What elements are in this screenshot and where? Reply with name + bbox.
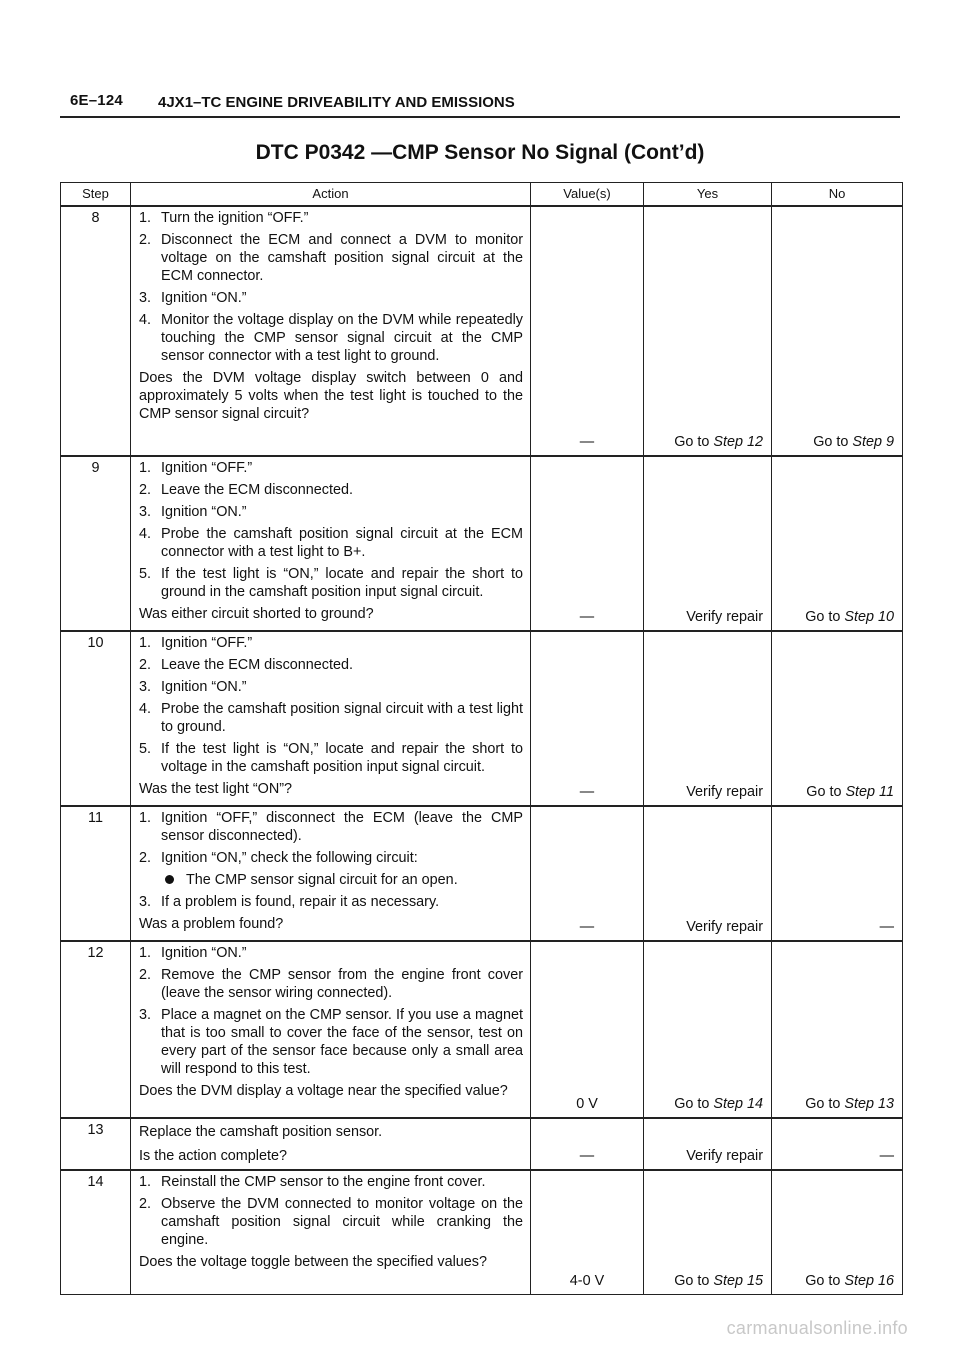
header-divider: [60, 116, 900, 118]
no-cell: [772, 456, 903, 631]
page-number: 6E–124: [70, 92, 123, 109]
item-number: 3.: [139, 679, 152, 695]
action-cell: [131, 1170, 531, 1294]
action-item: [139, 678, 523, 696]
question-text: Does the DVM display a voltage near the specified value?: [139, 1083, 508, 1099]
action-item: [139, 849, 523, 867]
table-row: [61, 941, 903, 1118]
question-text: Is the action complete?: [139, 1148, 287, 1164]
action-cell: [131, 941, 531, 1118]
step-reference: Step 16: [844, 1272, 894, 1289]
action-item: [139, 944, 523, 962]
action-item: [139, 966, 523, 1002]
bullet-text: The CMP sensor signal circuit for an open.: [186, 872, 458, 888]
action-item: [139, 700, 523, 736]
value-cell: 0 V: [531, 941, 644, 1118]
question-text: Was a problem found?: [139, 916, 284, 932]
go-to-label: Go to: [674, 1096, 714, 1112]
item-text: Ignition “ON,” check the following circuit:: [161, 850, 418, 866]
yes-cell: Verify repair: [644, 456, 772, 631]
item-text: Probe the camshaft position signal circuit at the ECM connector with a test light to B+.: [161, 526, 523, 560]
item-text: If a problem is found, repair it as necessary.: [161, 894, 440, 910]
item-text: Place a magnet on the CMP sensor. If you use a magnet that is too small to cover the face of the sensor, test on every part of the sensor face because only a small area will respond to this test.: [161, 1007, 523, 1077]
action-item: [139, 503, 523, 521]
item-number: 3.: [139, 504, 152, 520]
item-number: 3.: [139, 894, 152, 910]
value-cell: —: [531, 456, 644, 631]
yes-cell: [644, 941, 772, 1118]
item-number: 2.: [139, 850, 152, 866]
go-to-label: Go to: [805, 1272, 845, 1289]
question-text: Was either circuit shorted to ground?: [139, 606, 374, 622]
table-row: [61, 631, 903, 806]
item-number: 2.: [139, 657, 152, 673]
action-item: [139, 459, 523, 477]
step-number: 12: [61, 941, 131, 1118]
step-number: 8: [61, 206, 131, 456]
bullet-item: [161, 871, 523, 889]
item-number: 4.: [139, 312, 152, 328]
action-item: [139, 634, 523, 652]
action-item: [139, 1195, 523, 1249]
action-item: [139, 1173, 523, 1191]
bullet-dot-icon: [165, 875, 174, 884]
question-text: Does the DVM voltage display switch between 0 and approximately 5 volts when the test light is touched to the CMP sensor signal circuit?: [139, 370, 523, 422]
column-header-values: Value(s): [531, 183, 644, 207]
action-line: Replace the camshaft position sensor.: [139, 1124, 383, 1140]
step-reference: Step 13: [844, 1096, 894, 1112]
item-number: 4.: [139, 526, 152, 542]
step-number: 9: [61, 456, 131, 631]
item-text: Remove the CMP sensor from the engine front cover (leave the sensor wiring connected).: [161, 967, 523, 1001]
item-text: Ignition “OFF.”: [161, 635, 253, 651]
action-item: [139, 809, 523, 845]
action-item: [139, 311, 523, 365]
yes-cell: [644, 1170, 772, 1294]
item-number: 1.: [139, 945, 152, 961]
step-number: 14: [61, 1170, 131, 1294]
item-number: 1.: [139, 210, 152, 226]
table-row: [61, 1118, 903, 1170]
action-item: [139, 209, 523, 227]
action-cell: [131, 1118, 531, 1170]
column-header-no: No: [772, 183, 903, 207]
value-cell: —: [531, 206, 644, 456]
item-text: Observe the DVM connected to monitor voltage on the camshaft position signal circuit while cranking the engine.: [161, 1196, 523, 1248]
item-number: 1.: [139, 810, 152, 826]
no-cell: —: [772, 1118, 903, 1170]
value-cell: —: [531, 631, 644, 806]
item-text: If the test light is “ON,” locate and repair the short to voltage in the camshaft position input signal circuit.: [161, 741, 523, 775]
item-number: 1.: [139, 460, 152, 476]
go-to-label: Go to: [674, 1272, 714, 1289]
diagnostic-table: [60, 182, 903, 1295]
action-item: [139, 740, 523, 776]
column-header-step: Step: [61, 183, 131, 207]
item-number: 2.: [139, 1196, 152, 1212]
action-item: [139, 656, 523, 674]
table-row: [61, 206, 903, 456]
action-cell: [131, 631, 531, 806]
column-header-yes: Yes: [644, 183, 772, 207]
action-cell: [131, 206, 531, 456]
yes-cell: [644, 206, 772, 456]
step-reference: Step 10: [844, 609, 894, 625]
step-number: 13: [61, 1118, 131, 1170]
item-text: Ignition “OFF.”: [161, 460, 253, 476]
item-text: If the test light is “ON,” locate and repair the short to ground in the camshaft position input signal circuit.: [161, 566, 523, 600]
table-row: [61, 1170, 903, 1294]
item-text: Ignition “ON.”: [161, 504, 247, 520]
step-number: 11: [61, 806, 131, 941]
item-number: 4.: [139, 701, 152, 717]
action-item: [139, 231, 523, 285]
go-to-label: Go to: [805, 1096, 845, 1112]
question-text: Was the test light “ON”?: [139, 781, 293, 797]
item-text: Disconnect the ECM and connect a DVM to monitor voltage on the camshaft position signal circuit at the ECM connector.: [161, 232, 523, 284]
action-cell: [131, 806, 531, 941]
no-cell: —: [772, 806, 903, 941]
action-item: [139, 893, 523, 911]
item-number: 2.: [139, 482, 152, 498]
yes-cell: Verify repair: [644, 1118, 772, 1170]
action-item: [139, 525, 523, 561]
go-to-label: Go to: [813, 434, 853, 450]
go-to-label: Go to: [805, 609, 845, 625]
value-cell: 4-0 V: [531, 1170, 644, 1294]
table-header-row: [61, 183, 903, 207]
action-item: [139, 1006, 523, 1078]
step-reference: Step 14: [713, 1096, 763, 1112]
item-number: 1.: [139, 635, 152, 651]
item-text: Ignition “ON.”: [161, 945, 247, 961]
value-cell: —: [531, 1118, 644, 1170]
action-cell: [131, 456, 531, 631]
item-text: Leave the ECM disconnected.: [161, 657, 353, 673]
item-number: 1.: [139, 1174, 152, 1190]
go-to-label: Go to: [674, 434, 714, 450]
page-title: DTC P0342 —CMP Sensor No Signal (Cont’d): [255, 141, 705, 164]
item-number: 3.: [139, 1007, 152, 1023]
item-number: 3.: [139, 290, 152, 306]
yes-cell: Verify repair: [644, 806, 772, 941]
item-number: 2.: [139, 967, 152, 983]
table-row: [61, 806, 903, 941]
item-number: 5.: [139, 566, 152, 582]
item-number: 2.: [139, 232, 152, 248]
step-reference: Step 12: [713, 434, 763, 450]
item-text: Ignition “ON.”: [161, 679, 247, 695]
action-item: [139, 481, 523, 499]
step-reference: Step 15: [713, 1272, 763, 1289]
item-text: Leave the ECM disconnected.: [161, 482, 353, 498]
action-item: [139, 565, 523, 601]
watermark: carmanualsonline.info: [726, 1318, 908, 1338]
question-text: Does the voltage toggle between the specified values?: [139, 1254, 488, 1270]
item-text: Ignition “ON.”: [161, 290, 247, 306]
section-title: 4JX1–TC ENGINE DRIVEABILITY AND EMISSIONS: [158, 94, 515, 111]
value-cell: —: [531, 806, 644, 941]
yes-cell: Verify repair: [644, 631, 772, 806]
no-cell: [772, 206, 903, 456]
item-number: 5.: [139, 741, 152, 757]
item-text: Probe the camshaft position signal circuit with a test light to ground.: [161, 701, 523, 735]
step-reference: Step 9: [852, 434, 894, 450]
column-header-action: Action: [131, 183, 531, 207]
go-to-label: Go to: [806, 784, 846, 800]
item-text: Turn the ignition “OFF.”: [161, 210, 309, 226]
no-cell: [772, 1170, 903, 1294]
action-item: [139, 289, 523, 307]
step-reference: Step 11: [845, 784, 894, 800]
item-text: Reinstall the CMP sensor to the engine front cover.: [161, 1174, 486, 1190]
table-row: [61, 456, 903, 631]
no-cell: [772, 631, 903, 806]
item-text: Ignition “OFF,” disconnect the ECM (leave the CMP sensor disconnected).: [161, 810, 523, 844]
step-number: 10: [61, 631, 131, 806]
no-cell: [772, 941, 903, 1118]
item-text: Monitor the voltage display on the DVM while repeatedly touching the CMP sensor signal circuit at the CMP sensor connector with a test light to ground.: [161, 312, 523, 364]
